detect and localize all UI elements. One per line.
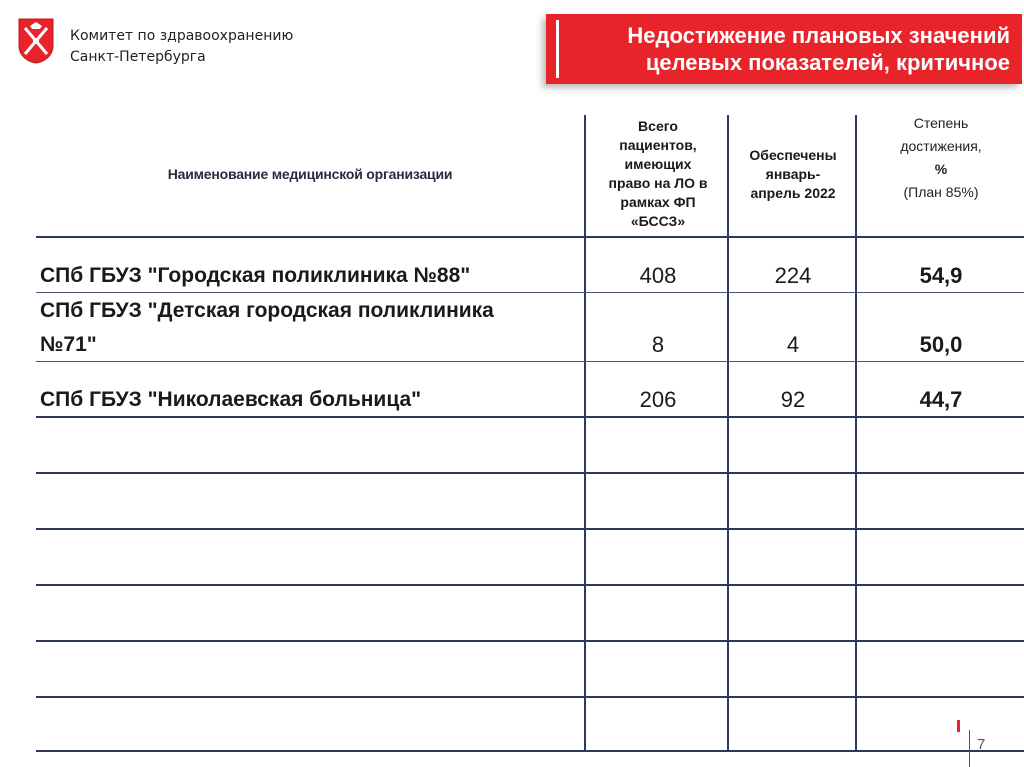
column-divider [855,115,857,751]
table-row-name: СПб ГБУЗ "Городская поликлиника №88" [40,264,471,287]
table-cell-total: 206 [639,387,677,412]
row-divider [36,640,1024,642]
row-divider [36,236,1024,238]
table-cell-percent: 50,0 [919,332,963,357]
city-emblem-icon [18,18,54,64]
row-divider [36,584,1024,586]
table-cell-percent: 44,7 [919,387,963,412]
column-header-jan-apr: Обеспечены январь- апрель 2022 [749,147,837,201]
row-divider [36,472,1024,474]
table-cell-percent: 54,9 [919,263,963,288]
column-header-name: Наименование медицинской организации [167,166,453,182]
column-divider [727,115,729,751]
column-header-total: Всего пациентов, имеющих право на ЛО в рамках ФП «БССЗ» [608,118,708,229]
organization-name: Комитет по здравоохранению Санкт-Петербурга [70,28,294,65]
table-cell-total: 8 [651,332,665,357]
row-divider [36,528,1024,530]
page-divider [969,730,970,767]
table-cell-total: 408 [639,263,677,288]
row-divider [36,696,1024,698]
table-cell-jan-apr: 4 [786,332,800,357]
table-row-name: СПб ГБУЗ "Детская городская поликлиника №71" [40,299,494,356]
slide-marker [957,720,960,732]
slide-title: Недостижение плановых значений целевых показателей, критичное [556,20,1014,78]
column-header-percent: Степень достижения, % (План 85%) [900,115,982,200]
table-cell-jan-apr: 224 [774,263,812,288]
row-divider [36,750,1024,752]
page-number: 7 [977,736,986,753]
column-divider [584,115,586,751]
slide-title-banner [546,14,1022,84]
table-cell-jan-apr: 92 [780,387,806,412]
table-row-name: СПб ГБУЗ "Николаевская больница" [40,388,422,411]
